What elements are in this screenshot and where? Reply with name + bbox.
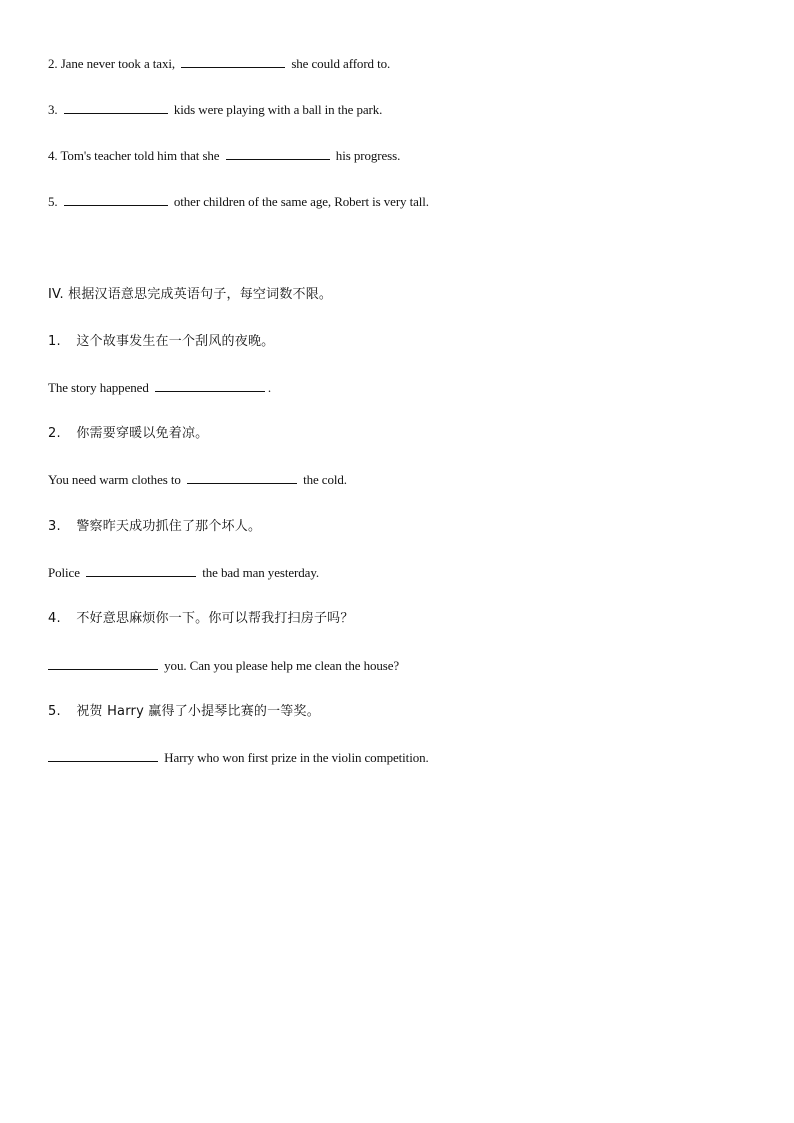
sentence-after: Harry who won first prize in the violin competition. <box>164 750 429 765</box>
item-number: 2. <box>48 56 58 71</box>
sentence-after: the bad man yesterday. <box>202 565 320 580</box>
section-heading: IV. 根据汉语意思完成英语句子，每空词数不限。 <box>48 287 333 302</box>
item-number: 4. <box>48 611 61 626</box>
item-number: 1. <box>48 334 61 349</box>
answer-blank[interactable] <box>181 55 285 68</box>
item-text-after: other children of the same age, Robert is very tall. <box>173 194 429 209</box>
sentence-before: Police <box>48 565 80 580</box>
sentence-before: You need warm clothes to <box>48 472 181 487</box>
chinese-prompt-2 <box>48 424 208 444</box>
exercise-item-4 <box>48 146 400 166</box>
english-sentence-3 <box>48 563 319 583</box>
answer-blank[interactable] <box>48 657 158 670</box>
chinese-sentence: 不好意思麻烦你一下。你可以帮我打扫房子吗？ <box>76 611 354 626</box>
answer-blank[interactable] <box>226 147 330 160</box>
sentence-after: . <box>267 380 272 395</box>
item-text-before: Jane never took a taxi, <box>60 56 176 71</box>
item-text-after: his progress. <box>335 148 401 163</box>
item-text-before: Tom's teacher told him that she <box>60 148 220 163</box>
sentence-after: the cold. <box>303 472 347 487</box>
chinese-prompt-5 <box>48 702 320 722</box>
english-sentence-4 <box>48 656 399 676</box>
english-sentence-5 <box>48 748 429 768</box>
answer-blank[interactable] <box>64 193 168 206</box>
item-number: 5. <box>48 704 61 719</box>
answer-blank[interactable] <box>86 564 196 577</box>
answer-blank[interactable] <box>187 471 297 484</box>
item-number: 3. <box>48 519 61 534</box>
exercise-item-2 <box>48 54 390 74</box>
item-number: 5. <box>48 194 58 209</box>
chinese-sentence: 这个故事发生在一个刮风的夜晚。 <box>76 334 275 349</box>
english-sentence-2 <box>48 470 347 490</box>
item-text-after: kids were playing with a ball in the park. <box>173 102 383 117</box>
item-number: 3. <box>48 102 58 117</box>
answer-blank[interactable] <box>155 379 265 392</box>
answer-blank[interactable] <box>48 749 158 762</box>
chinese-prompt-1 <box>48 332 274 352</box>
english-sentence-1 <box>48 378 271 398</box>
chinese-sentence: 你需要穿暖以免着凉。 <box>76 426 209 441</box>
sentence-before: The story happened <box>48 380 149 395</box>
item-number: 2. <box>48 426 61 441</box>
sentence-after: you. Can you please help me clean the house? <box>164 658 400 673</box>
item-number: 4. <box>48 148 58 163</box>
chinese-prompt-3 <box>48 517 261 537</box>
answer-blank[interactable] <box>64 101 168 114</box>
chinese-sentence: 祝贺 Harry 赢得了小提琴比赛的一等奖。 <box>76 704 320 719</box>
item-text-after: she could afford to. <box>291 56 391 71</box>
chinese-sentence: 警察昨天成功抓住了那个坏人。 <box>76 519 262 534</box>
exercise-item-3 <box>48 100 382 120</box>
chinese-prompt-4 <box>48 609 354 629</box>
exercise-item-5 <box>48 192 429 212</box>
